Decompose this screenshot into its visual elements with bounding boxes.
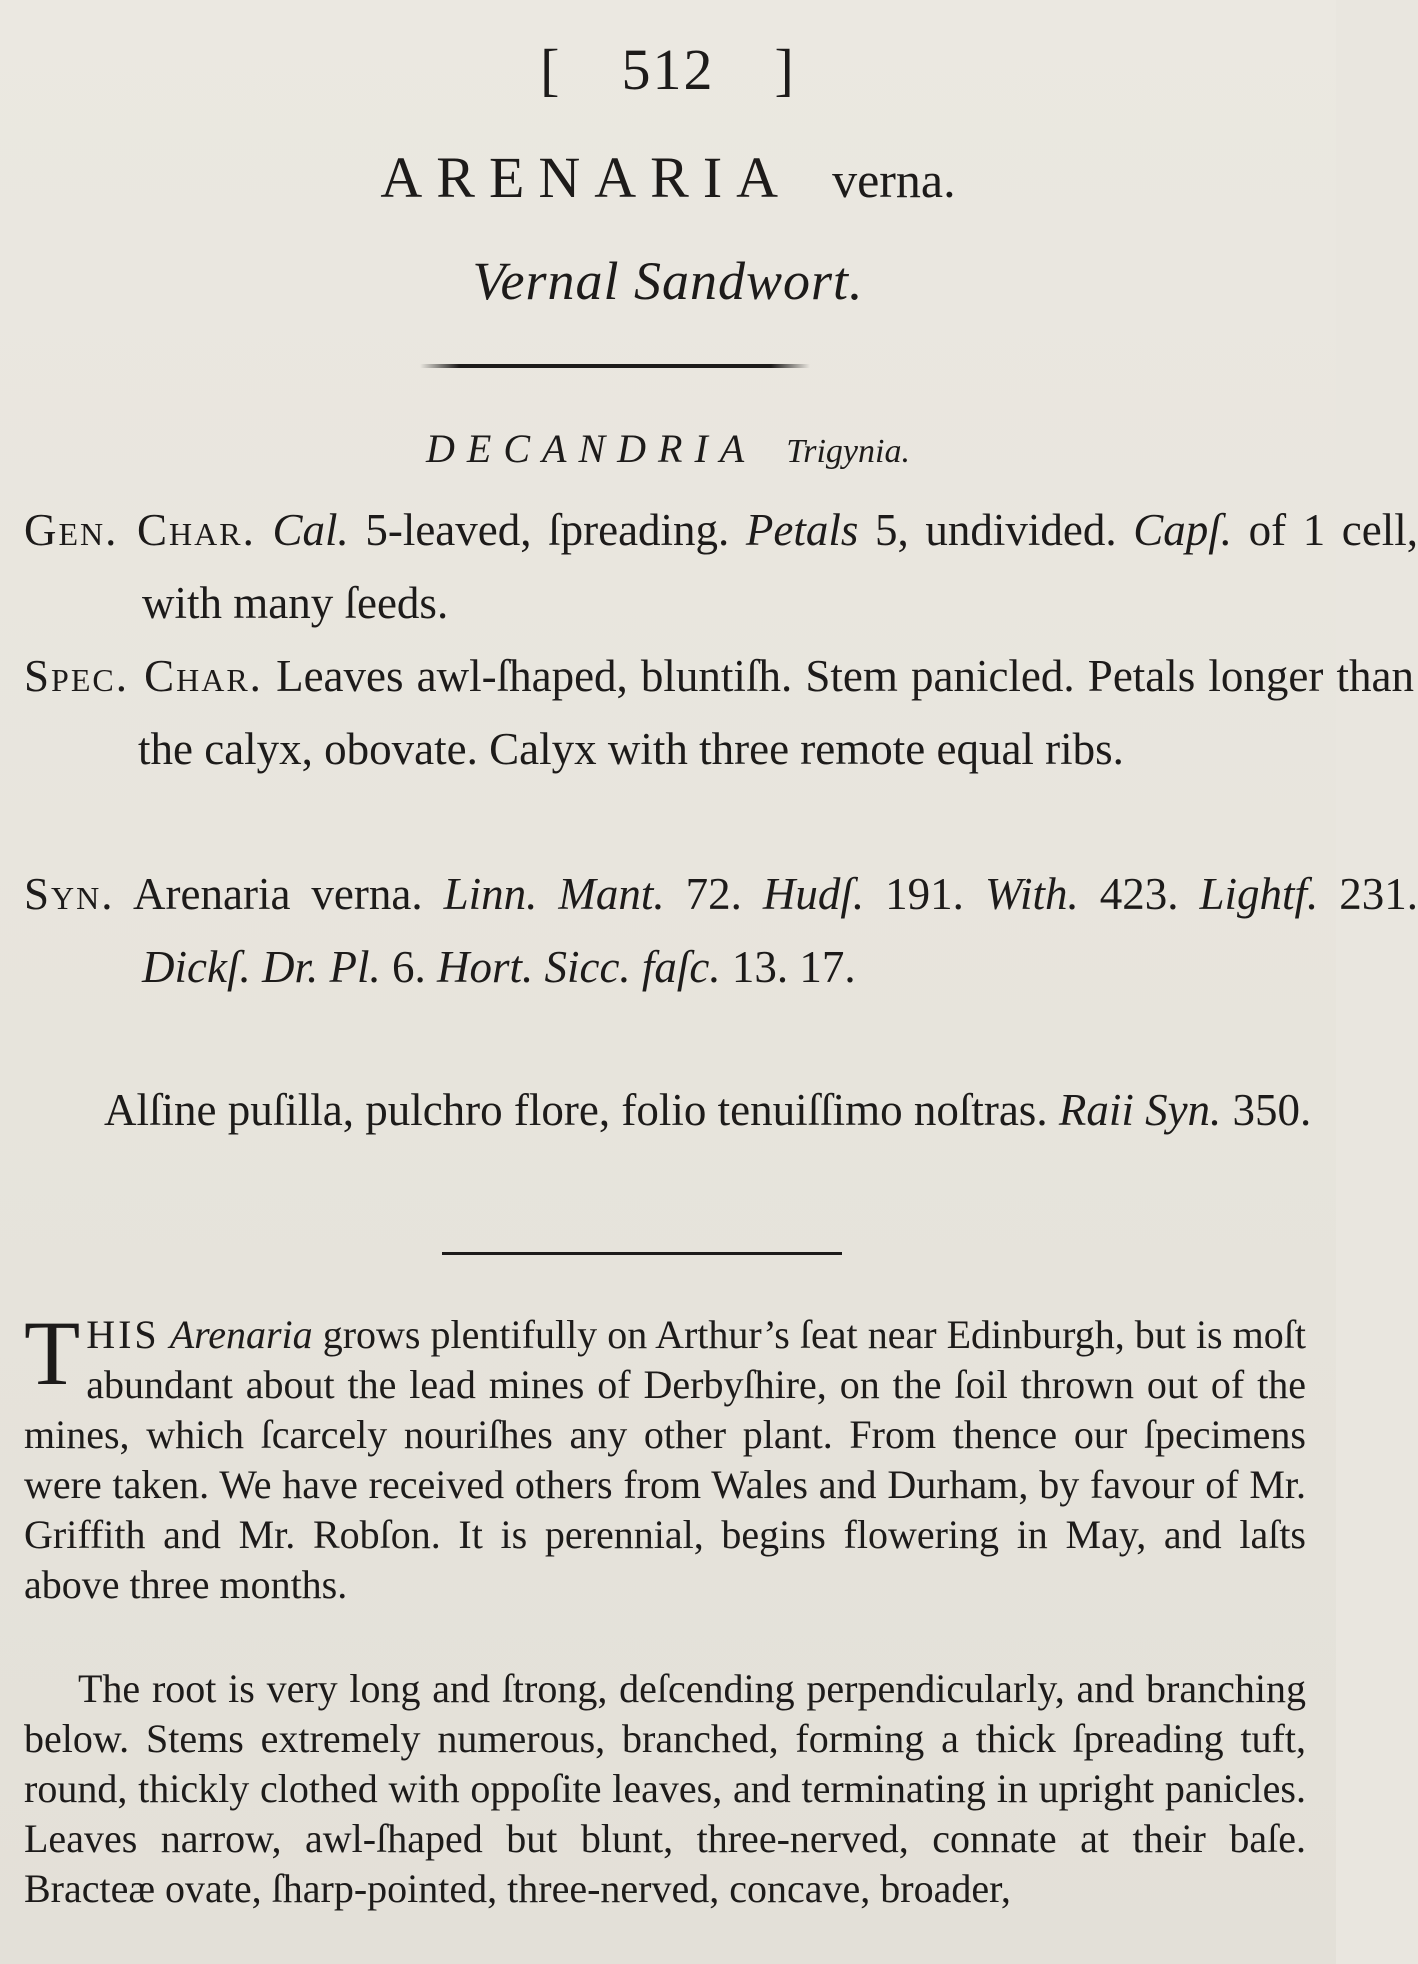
- gen-char-label: Gen. Char.: [24, 505, 256, 555]
- syn-ref-2: Hudſ.: [762, 869, 865, 919]
- syn-ref-3: With.: [984, 869, 1079, 919]
- linnaean-class: [0, 425, 1336, 472]
- gen-char-petals: Petals: [745, 505, 859, 555]
- syn-num-2: 191.: [864, 869, 985, 919]
- syn-ref-5: Dickſ. Dr. Pl.: [142, 942, 381, 992]
- syn2-text: Alſine puſilla, pulchro flore, folio tenuiſſimo noſtras.: [104, 1085, 1059, 1135]
- page-number: [0, 36, 1336, 103]
- bracket-right: ]: [774, 37, 796, 102]
- gen-char-cal: Cal.: [272, 505, 349, 555]
- gen-char-text-2: 5, undivided.: [858, 505, 1134, 555]
- spec-char-label: Spec. Char.: [24, 651, 263, 701]
- species-name: verna.: [832, 152, 956, 208]
- genus-name: ARENARIA: [380, 145, 793, 210]
- syn-label: Syn.: [24, 869, 115, 919]
- para1-text: grows plentifully on Arthur’s ſeat near Edinburgh, but is moſt abundant about the lead mines of Derbyſhire, on the ſoil thrown out of the mines, which ſcarcely nouriſhes any other plant. From thence our ſpecimens were taken. We have received others from Wales and Durham, by favour of Mr. Griffith and Mr. Robſon. It is perennial, begins flowering in May, and laſts above three months.: [24, 1312, 1307, 1607]
- common-name: Vernal Sandwort.: [472, 251, 864, 311]
- specific-character: [24, 640, 1414, 786]
- synonyms: [24, 858, 1418, 1004]
- syn2-num: 350.: [1221, 1085, 1312, 1135]
- para1-italic: Arenaria: [169, 1312, 313, 1357]
- syn2-ref: Raii Syn.: [1058, 1085, 1222, 1135]
- syn-ref-6: Hort. Sicc. faſc.: [436, 942, 721, 992]
- synonym-ray: [24, 1074, 1418, 1147]
- syn-num-5: 6.: [380, 942, 437, 992]
- class-name: DECANDRIA: [426, 426, 757, 471]
- syn-num-1: 72.: [664, 869, 763, 919]
- section-rule: [442, 1252, 842, 1255]
- species-title: [0, 144, 1336, 211]
- syn-num-3: 423.: [1078, 869, 1200, 919]
- syn-ref-1: Linn. Mant.: [443, 869, 665, 919]
- para1-caps: HIS: [86, 1312, 160, 1357]
- gen-char-text-3: of 1 cell, with many ſeeds.: [142, 505, 1418, 628]
- paragraph-1: [24, 1302, 1307, 1610]
- gen-char-caps: Capſ.: [1133, 505, 1232, 555]
- drop-cap: T: [24, 1302, 81, 1404]
- syn-ref-4: Lightf.: [1199, 869, 1319, 919]
- spec-char-text: Leaves awl-ſhaped, bluntiſh. Stem panicled. Petals longer than the calyx, obovate. Calyx with three remote equal ribs.: [138, 651, 1414, 774]
- bracket-left: [: [540, 37, 562, 102]
- page-number-value: 512: [621, 37, 715, 102]
- syn-text-1: Arenaria verna.: [133, 869, 444, 919]
- syn-num-6: 13. 17.: [720, 942, 856, 992]
- syn-num-4: 231.: [1318, 869, 1418, 919]
- order-name: Trigynia.: [786, 433, 910, 470]
- paragraph-2: The root is very long and ſtrong, deſcending perpendicularly, and branching below. Stems extremely numerous, branched, forming a thick ſpreading tuft, round, thickly clothed with oppoſite leaves, and terminating in upright panicles. Leaves narrow, awl-ſhaped but blunt, three-nerved, connate at their baſe. Bracteæ ovate, ſharp-pointed, three-nerved, concave, broader,: [24, 1666, 1306, 1911]
- generic-character: [24, 494, 1418, 640]
- gen-char-text-1: 5-leaved, ſpreading.: [348, 505, 746, 555]
- ornamental-rule: [420, 364, 810, 368]
